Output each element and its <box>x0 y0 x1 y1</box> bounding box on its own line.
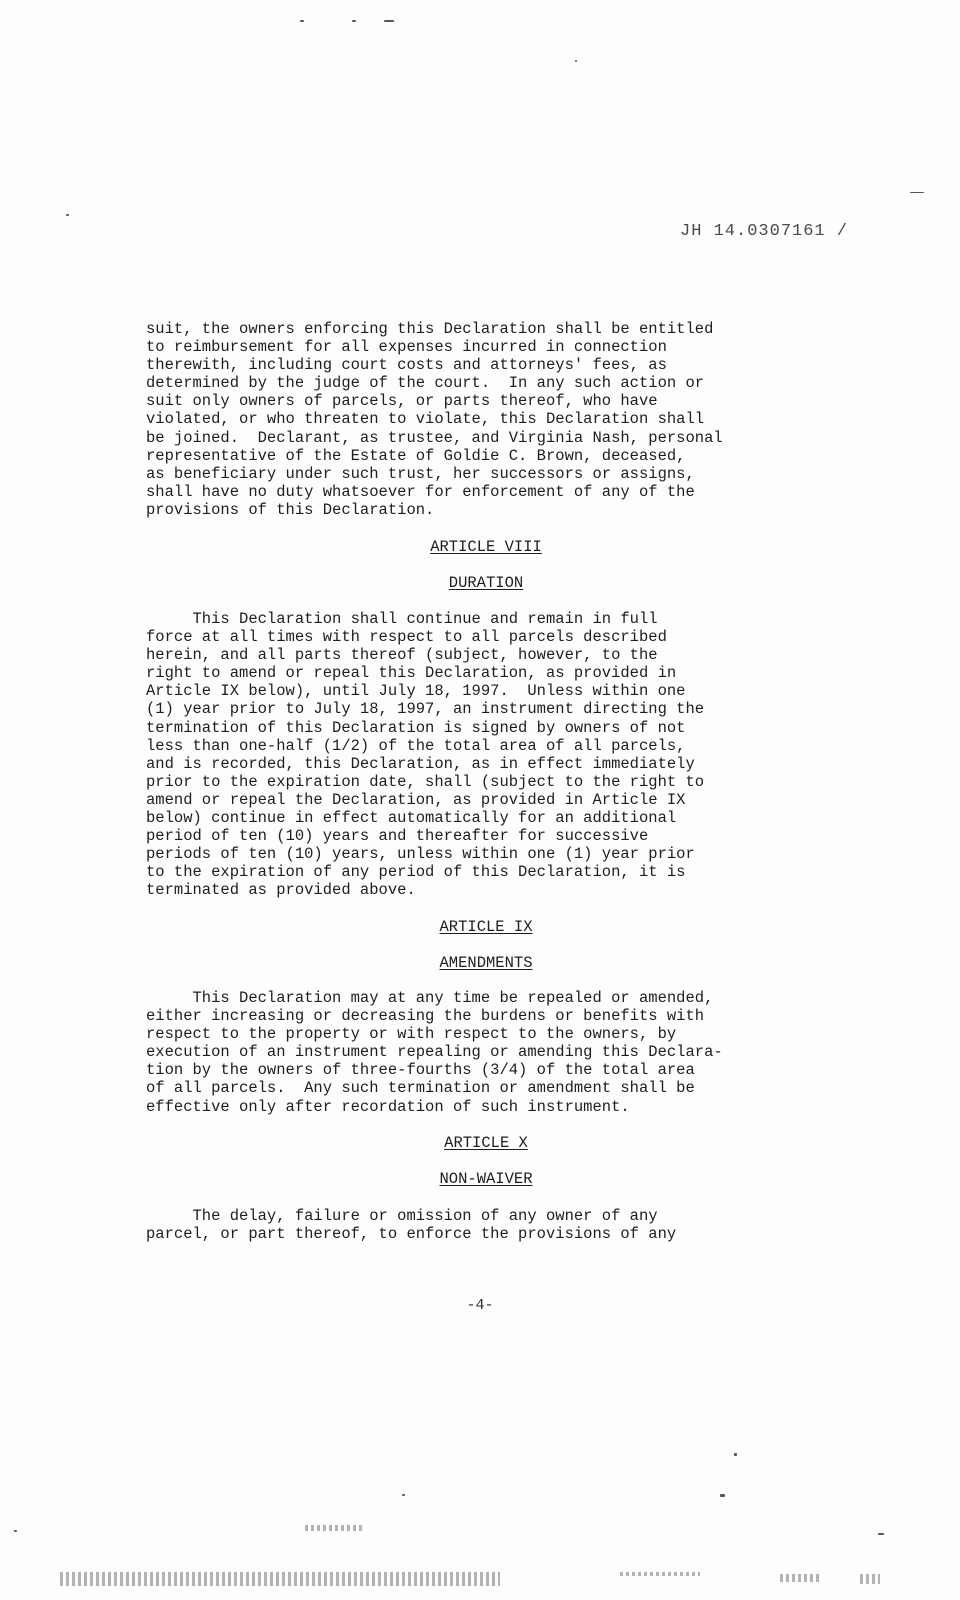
article-9-number: ARTICLE IX <box>439 918 533 936</box>
article-10-number: ARTICLE X <box>444 1134 528 1152</box>
scan-noise <box>860 1574 880 1584</box>
article-8-title: DURATION <box>448 574 524 592</box>
scan-speck <box>384 20 394 22</box>
scan-speck <box>575 60 577 62</box>
document-number: JH 14.0307161 / <box>680 222 849 241</box>
article-8-number: ARTICLE VIII <box>430 538 542 556</box>
article-8-title-heading <box>146 574 826 592</box>
scan-speck <box>910 192 924 193</box>
scan-speck <box>66 214 69 216</box>
scan-speck <box>300 20 304 22</box>
scan-speck <box>14 1530 17 1532</box>
scan-speck <box>720 1494 725 1497</box>
article-9-title: AMENDMENTS <box>439 954 533 972</box>
scan-speck <box>402 1494 405 1496</box>
scan-speck <box>352 20 356 22</box>
article-9-title-heading <box>146 954 826 972</box>
article-8-text: This Declaration shall continue and remain in full force at all times with respect to all parcels described herein, and all parts thereof (subject, however, to the right to amend or repeal this Declaration, as provided in Article IX below), until July 18, 1997. Unless within one (1) year prior to July 18, 1997, an instrument directing the termination of this Declaration is signed by owners of not less than one-half (1/2) of the total area of all parcels, and is recorded, this Declaration, as in effect immediately prior to the expiration date, shall (subject to the right to amend or repeal the Declaration, as provided in Article IX below) continue in effect automatically for an additional period of ten (10) years and thereafter for successive periods of ten (10) years, unless within one (1) year prior to the expiration of any period of this Declaration, it is terminated as provided above. <box>146 610 705 900</box>
article-10-title-heading <box>146 1170 826 1188</box>
scan-noise <box>620 1572 700 1576</box>
scan-noise <box>780 1574 820 1582</box>
article-10-heading <box>146 1134 826 1152</box>
paragraph-enforcement: suit, the owners enforcing this Declaration shall be entitled to reimbursement for all expenses incurred in connection therewith, including court costs and attorneys' fees, as determined by the judge of the court. In any such action or suit only owners of parcels, or parts thereof, who have violated, or who threaten to violate, this Declaration shall be joined. Declarant, as trustee, and Virginia Nash, personal representative of the Estate of Goldie C. Brown, deceased, as beneficiary under such trust, her successors or assigns, shall have no duty whatsoever for enforcement of any of the provisions of this Declaration. <box>146 320 723 519</box>
article-8-heading <box>146 538 826 556</box>
article-10-text: The delay, failure or omission of any owner of any parcel, or part thereof, to enforce the provisions of any <box>146 1207 677 1244</box>
article-9-text: This Declaration may at any time be repealed or amended, either increasing or decreasing the burdens or benefits with respect to the property or with respect to the owners, by execution of an instrument repealing or amending this Declara- tion by the owners of three-fourths (3/4) of the total area of all parcels. Any such termination or amendment shall be effective only after recordation of such instrument. <box>146 989 723 1116</box>
page-number: -4- <box>466 1297 494 1314</box>
scan-speck <box>878 1533 884 1535</box>
scan-speck <box>734 1453 737 1456</box>
article-9-heading <box>146 918 826 936</box>
article-10-title: NON-WAIVER <box>439 1170 533 1188</box>
scan-noise <box>305 1525 365 1531</box>
scan-noise <box>60 1572 500 1586</box>
